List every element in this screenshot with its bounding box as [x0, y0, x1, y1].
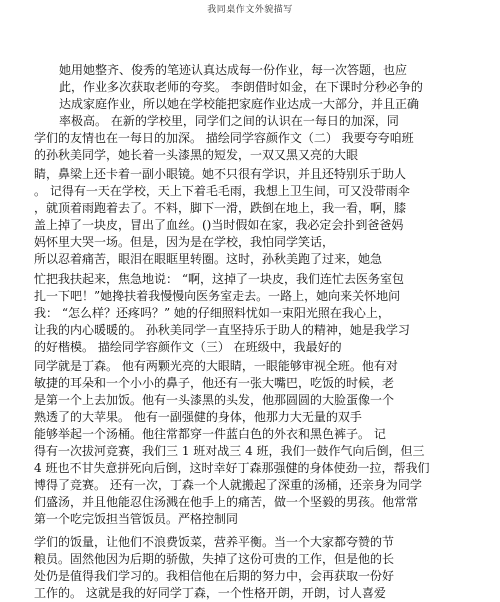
text-line: 博得了竞赛。 还有一次，丁森一个人就搬起了深重的汤桶，还亲身为同学 [34, 478, 422, 492]
text-line: 率极高。 在新的学校里，同学们之间的认识在一每日的加深，同 [59, 114, 399, 128]
text-line: 同学就是丁森。 他有两颗光亮的大眼睛，一眼能够审视全班。他有对 [34, 359, 398, 373]
text-line: 们盛汤，并且他能忍住汤溅在他手上的痛苦，做一个坚毅的男孩。他常常 [34, 495, 419, 509]
text-line: 让我的内心暖暖的。 孙秋美同学一直坚持乐于助人的精神，她是我学习 [34, 323, 410, 337]
text-line: 达成家庭作业，所以她在学校能把家庭作业达成一大部分，并且正确 [59, 97, 420, 111]
text-line: 盖上掉了一块皮，冒出了血丝。()当时假如在家，我必定会扑到爸爸妈 [34, 218, 404, 232]
text-line: 此，作业多次获取老师的夸奖。 李朗借时如金，在下课时分秒必争的 [59, 80, 423, 94]
text-line: 4 班也不甘失意拼死向后倒，这时幸好丁森那强健的身体使劲一拉，帮我们 [34, 461, 430, 475]
text-line: 能够举起一个汤桶。他往常都穿一件蓝白色的外衣和黑色裤子。 记 [34, 427, 386, 441]
text-line: 第一个吃完饭担当管饭员。严格控制同 [34, 512, 239, 526]
text-line: 。 记得有一天在学校，天上下着毛毛雨，我想上卫生间，可又没带雨伞 [34, 184, 410, 198]
text-line: 粮员。固然他因为后期的骄傲，失掉了这份可贵的工作，但是他的长 [34, 552, 395, 566]
text-line: 熟透了的大苹果。 他有一副强健的身体，他那力大无量的双手 [34, 410, 362, 424]
text-line: 处仍是值得我们学习的。我相信他在后期的努力中，会再获取一份好 [34, 569, 395, 583]
text-line: 睛，鼻梁上还卡着一副小眼镜。她不只很有学识，并且还特别乐于助人 [34, 167, 407, 181]
text-line: 学们的友情也在一每日的加深。 描绘同学容颜作文（二） 我要夸夸咱班 [34, 131, 414, 145]
text-line: 是第一个上去加饭。他有一头漆黑的头发，他那圆圆的大脸蛋像一个 [34, 393, 395, 407]
text-line: 妈怀里大哭一场。但是，因为是在学校，我怕同学笑话， [34, 235, 335, 249]
page-header-title: 我同桌作文外貌描写 [207, 5, 293, 15]
text-line: 的孙秋美同学，她长着一头漆黑的短发，一双又黑又亮的大眼 [34, 148, 359, 162]
text-line: 敏捷的耳朵和一个小小的鼻子，他还有一张大嘴巴，吃饭的时候，老 [34, 376, 395, 390]
text-line: ，就顶着雨跑着去了。不料，脚下一滑，跌倒在地上，我一看，啊，膝 [34, 201, 407, 215]
text-line: 得有一次拔河竞赛，我们三 1 班对战三 4 班，我们一鼓作气向后倒，但三 [34, 444, 425, 458]
text-line: 忙把我扶起来，焦急地说： “啊，这掉了一块皮，我们连忙去医务室包 [34, 272, 404, 286]
text-line: 所以忍着痛苦，眼泪在眼眶里转圈。这时，孙秋美跑了过来，她急 [34, 252, 383, 266]
text-line: 的好楷模。 描绘同学容颜作文（三） 在班级中，我最好的 [34, 340, 342, 354]
text-line: 工作的。 这就是我的好同学丁森，一个性格开朗，开朗，讨人喜爱 [34, 586, 386, 600]
text-line: 我： “怎么样？还疼吗？” 她的仔细照料忧如一束阳光照在我心上， [34, 306, 390, 320]
text-line: 扎一下吧！”她搀扶着我慢慢向医务室走去。一路上，她向来关怀地问 [34, 289, 401, 303]
text-line: 她用她整齐、俊秀的笔迹认真达成每一份作业，每一次答题，也应 [59, 63, 408, 77]
text-line: 学们的饭量，让他们不浪费饭菜，营养平衡。当一个大家都夸赞的节 [34, 535, 395, 549]
